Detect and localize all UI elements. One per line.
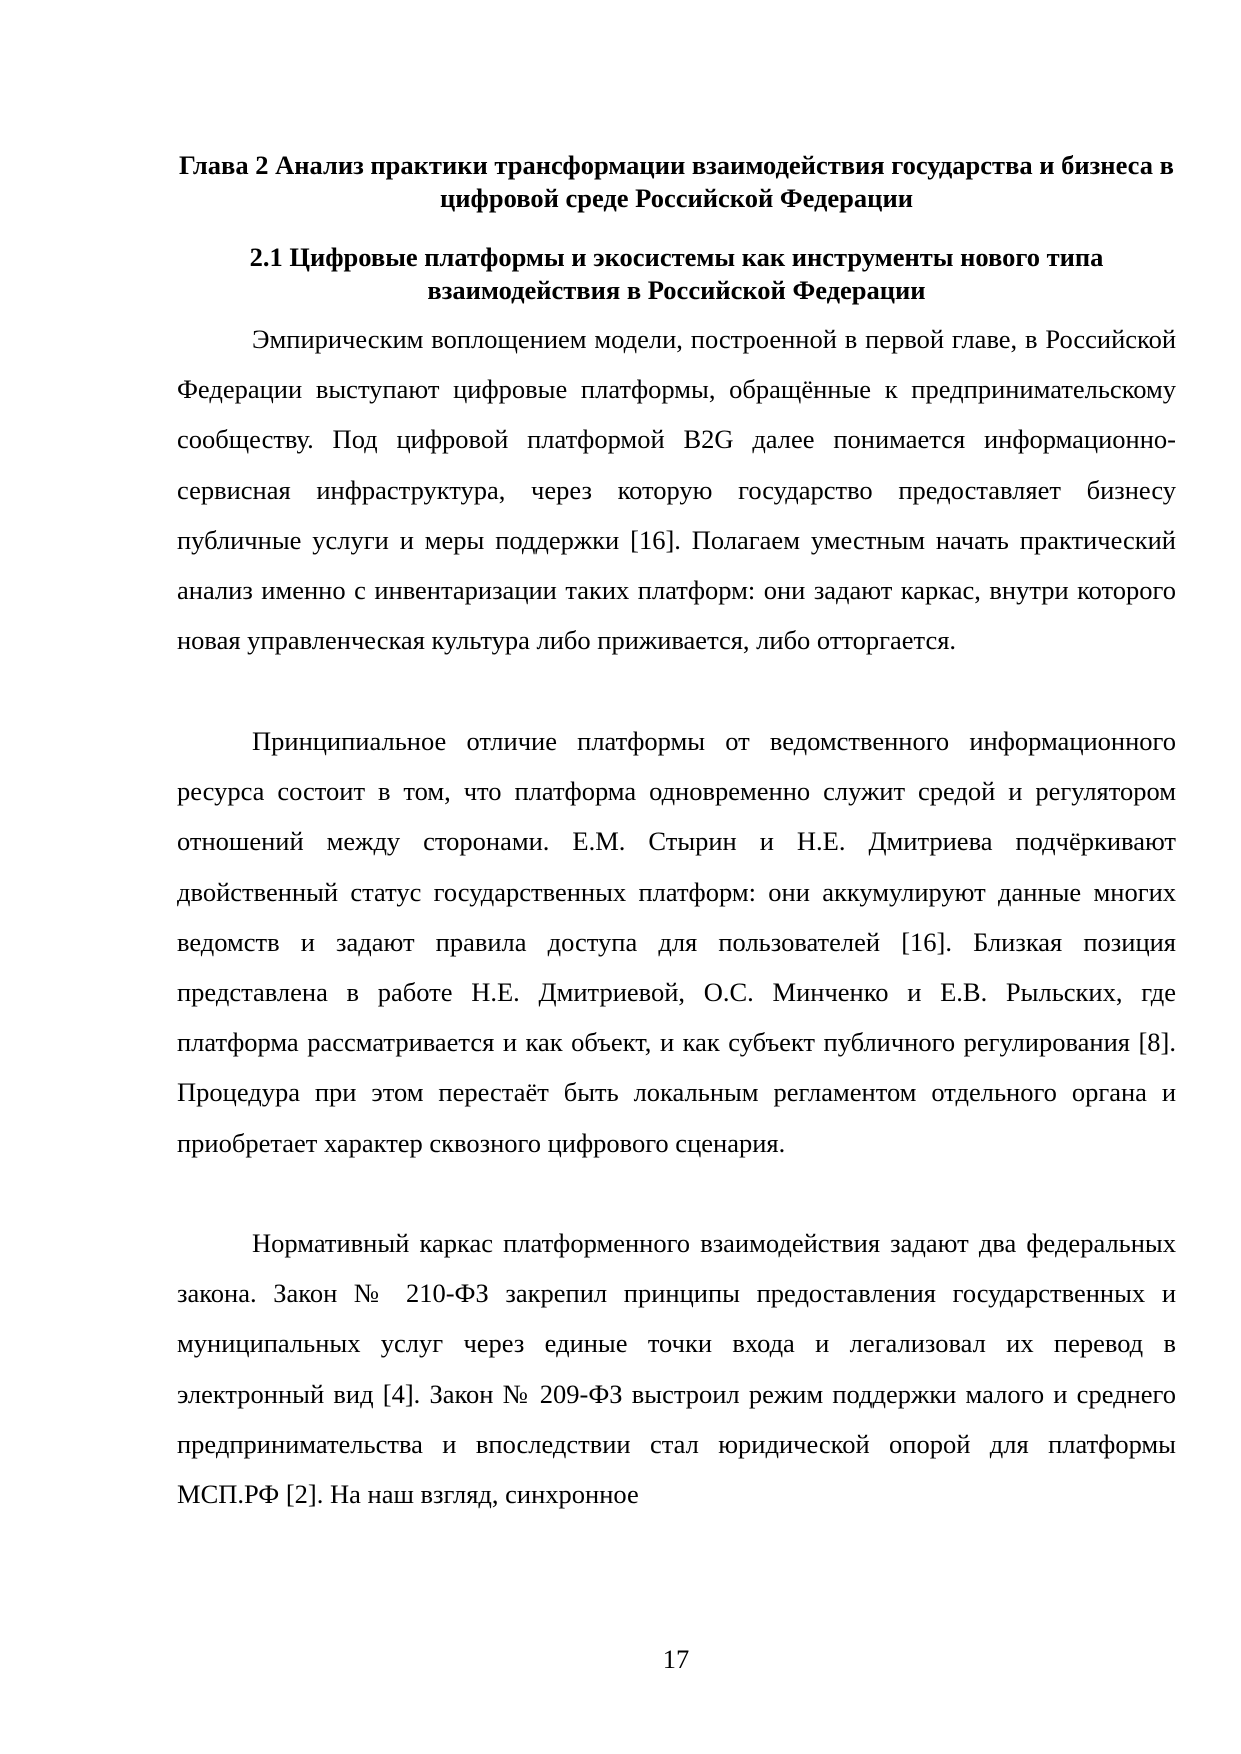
body-paragraph-3: Нормативный каркас платформенного взаимодействия задают два федеральных закона. Закон № 210-ФЗ закрепил принципы предоставления государственных и муниципальных услуг через единые точки входа и легализовал их перевод в электронный вид [4]. Закон № 209-ФЗ выстроил режим поддержки малого и среднего предпринимательства и впоследствии стал юридической опорой для платформы МСП.РФ [2]. На наш взгляд, синхронное — [177, 1228, 1176, 1510]
page-number: 17 — [662, 1644, 690, 1674]
section-title: 2.1 Цифровые платформы и экосистемы как инструменты нового типа взаимодействия в Российской Федерации — [249, 242, 1104, 305]
body-paragraph-2: Принципиальное отличие платформы от ведомственного информационного ресурса состоит в том, что платформа одновременно служит средой и регулятором отношений между сторонами. Е.М. Стырин и Н.Е. Дмитриева подчёркивают двойственный статус государственных платформ: они аккумулируют данные многих ведомств и задают правила доступа для пользователей [16]. Близкая позиция представлена в работе Н.Е. Дмитриевой, О.С. Минченко и Е.В. Рыльских, где платформа рассматривается и как объект, и как субъект публичного регулирования [8]. Процедура при этом перестаёт быть локальным регламентом отдельного органа и приобретает характер сквозного цифрового сценария. — [177, 726, 1176, 1158]
chapter-title: Глава 2 Анализ практики трансформации взаимодействия государства и бизнеса в цифровой среде Российской Федерации — [179, 150, 1174, 213]
body-paragraph-1: Эмпирическим воплощением модели, построенной в первой главе, в Российской Федерации выступают цифровые платформы, обращённые к предпринимательскому сообществу. Под цифровой платформой B2G далее понимается информационно-сервисная инфраструктура, через которую государство предоставляет бизнесу публичные услуги и меры поддержки [16]. Полагаем уместным начать практический анализ именно с инвентаризации таких платформ: они задают каркас, внутри которого новая управленческая культура либо приживается, либо отторгается. — [177, 324, 1176, 656]
